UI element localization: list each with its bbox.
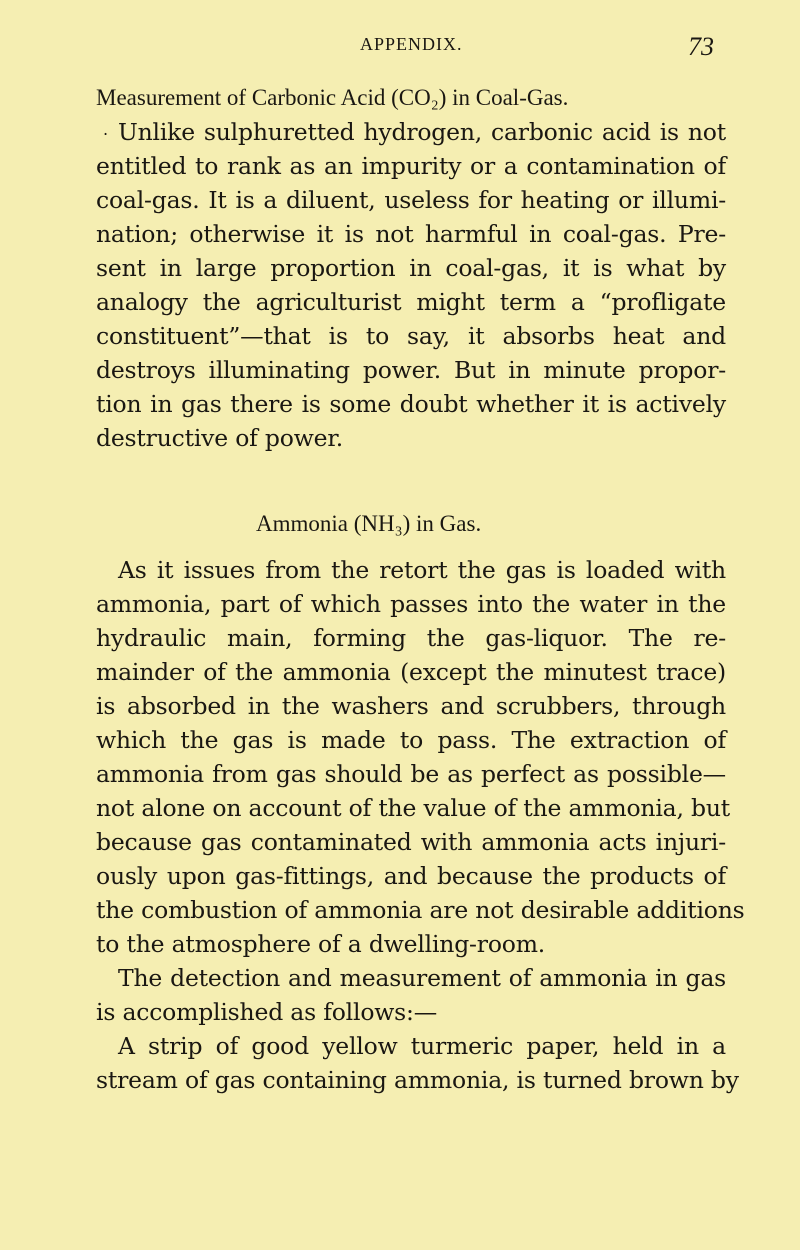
text-line: which the gas is made to pass. The extraction of [96, 726, 726, 754]
text-line: ammonia, part of which passes into the water in the [96, 590, 726, 618]
text-line: because gas contaminated with ammonia acts injuri- [96, 828, 726, 856]
text-line: analogy the agriculturist might term a “profligate [96, 288, 726, 316]
text-line: nation; otherwise it is not harmful in coal-gas. Pre- [96, 220, 726, 248]
running-title: APPENDIX. [360, 34, 463, 54]
section-heading-ammonia: Ammonia (NH₃) in Gas. [256, 511, 482, 536]
text-line: The detection and measurement of ammonia in gas [118, 964, 726, 992]
text-line: ously upon gas-fittings, and because the products of [96, 862, 726, 890]
text-line: is accomplished as follows:— [96, 998, 438, 1026]
text-line: tion in gas there is some doubt whether it is actively [96, 390, 726, 418]
text-line: coal-gas. It is a diluent, useless for heating or illumi- [96, 186, 726, 214]
section-heading-carbonic-acid: Measurement of Carbonic Acid (CO₂) in Coal-Gas. [96, 85, 569, 110]
text-line: sent in large proportion in coal-gas, it is what by [96, 254, 726, 282]
stray-mark: . [103, 120, 109, 139]
text-line: to the atmosphere of a dwelling-room. [96, 930, 546, 958]
text-line: Unlike sulphuretted hydrogen, carbonic acid is not [118, 118, 726, 146]
text-line: stream of gas containing ammonia, is turned brown by [96, 1066, 739, 1094]
text-line: destructive of power. [96, 424, 344, 452]
text-line: constituent”—that is to say, it absorbs heat and [96, 322, 726, 350]
text-line: mainder of the ammonia (except the minutest trace) [96, 658, 726, 686]
page-number: 73 [688, 32, 714, 61]
text-line: A strip of good yellow turmeric paper, held in a [118, 1032, 726, 1060]
text-line: the combustion of ammonia are not desirable additions [96, 896, 745, 924]
text-line: entitled to rank as an impurity or a contamination of [96, 152, 726, 180]
text-line: destroys illuminating power. But in minute propor- [96, 356, 726, 384]
text-line: As it issues from the retort the gas is loaded with [118, 556, 726, 584]
running-head [0, 34, 800, 64]
text-line: not alone on account of the value of the ammonia, but [96, 794, 731, 822]
text-line: hydraulic main, forming the gas-liquor. The re- [96, 624, 726, 652]
text-line: ammonia from gas should be as perfect as possible— [96, 760, 726, 788]
text-line: is absorbed in the washers and scrubbers, through [96, 692, 726, 720]
